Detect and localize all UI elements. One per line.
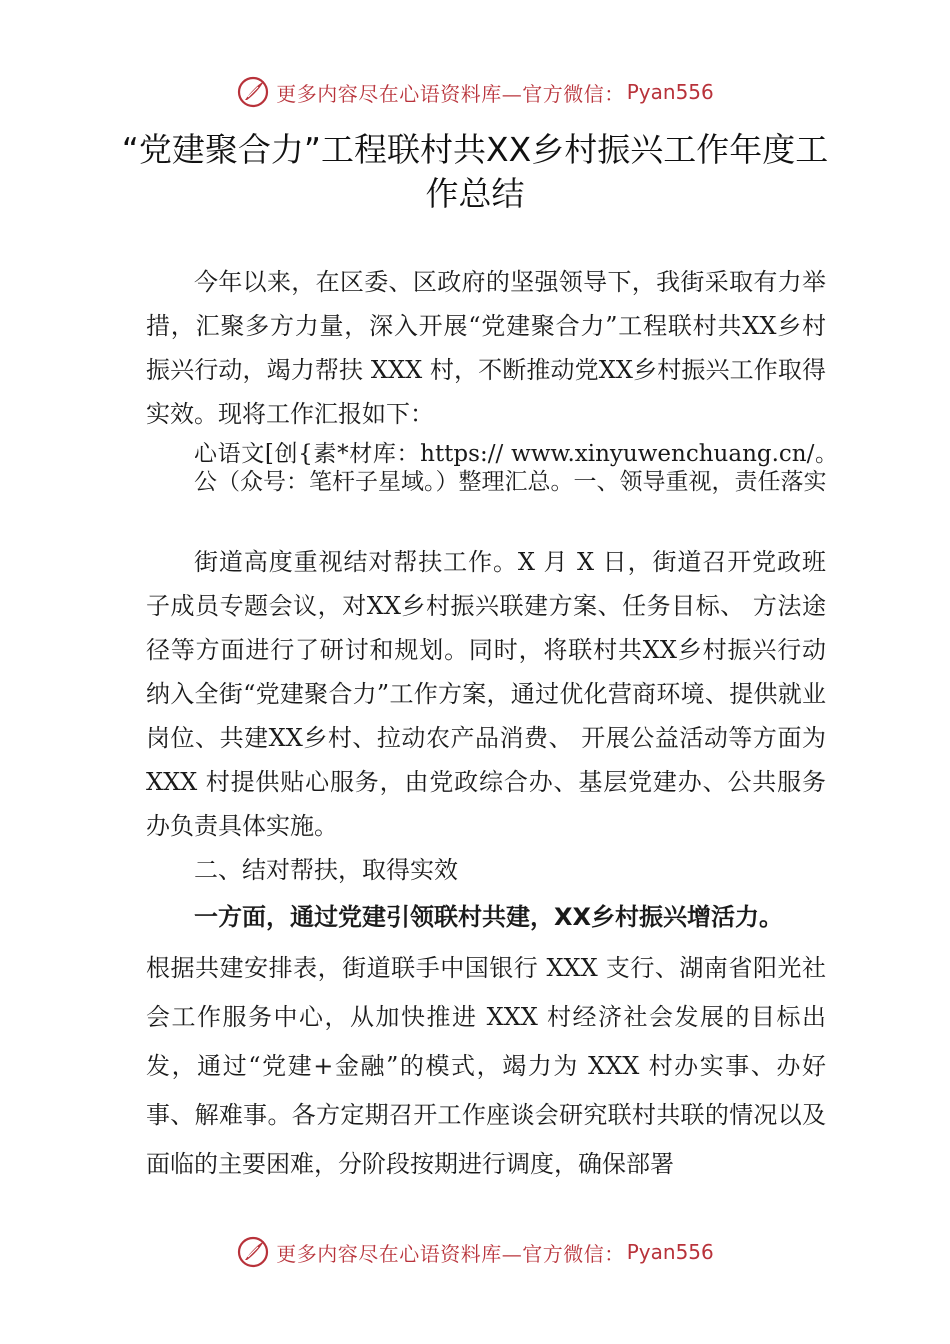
section-heading-2: 二、结对帮扶，取得实效: [194, 856, 458, 884]
banner-wechat-id: Pyan556: [626, 1240, 714, 1264]
source-note: 心语文[创{素*材库：https:// www.xinyuwenchuang.cn/。公（众号：笔杆子星域。）整理汇总。一、领导重视，责任落实: [194, 441, 838, 495]
leadership-paragraph: 街道高度重视结对帮扶工作。X 月 X 日，街道召开党政班子成员专题会议，对XX乡村振兴联建方案、任务目标、 方法途径等方面进行了研讨和规划。同时，将联村共XX乡村振兴行动纳入全街“党建聚合力”工作方案，通过优化营商环境、提供就业岗位、共建XX乡村、拉动农产品消费、 开展公益活动等方面为XXX 村提供贴心服务，由党政综合办、基层党建办、公共服务办负责具体实施。: [146, 548, 826, 840]
banner-slogan: 更多内容尽在心语资料库—官方微信：: [276, 1241, 625, 1266]
banner-wechat-id: Pyan556: [626, 80, 714, 104]
header-banner: [0, 72, 950, 112]
document-title: “党建聚合力”工程联村共XX乡村振兴工作年度工作总结: [121, 130, 829, 213]
feather-pen-seal-icon: [236, 1235, 270, 1269]
footer-banner: [0, 1232, 950, 1272]
bold-lead-sentence: 一方面，通过党建引领联村共建，XX乡村振兴增活力。: [194, 903, 784, 931]
feather-pen-seal-icon: [236, 75, 270, 109]
banner-slogan: 更多内容尽在心语资料库—官方微信：: [276, 81, 625, 106]
partnership-paragraph: 根据共建安排表，街道联手中国银行 XXX 支行、湖南省阳光社会工作服务中心，从加快推进 XXX 村经济社会发展的目标出发，通过“党建+金融”的模式，竭力为 XXX 村办实事、办好事、解难事。各方定期召开工作座谈会研究联村共联的情况以及面临的主要困难，分阶段按期进行调度，确保部署: [146, 954, 826, 1178]
intro-paragraph: 今年以来，在区委、区政府的坚强领导下，我街采取有力举措，汇聚多方力量，深入开展“党建聚合力”工程联村共XX乡村振兴行动，竭力帮扶 XXX 村，不断推动党XX乡村振兴工作取得实效。现将工作汇报如下：: [146, 268, 826, 428]
